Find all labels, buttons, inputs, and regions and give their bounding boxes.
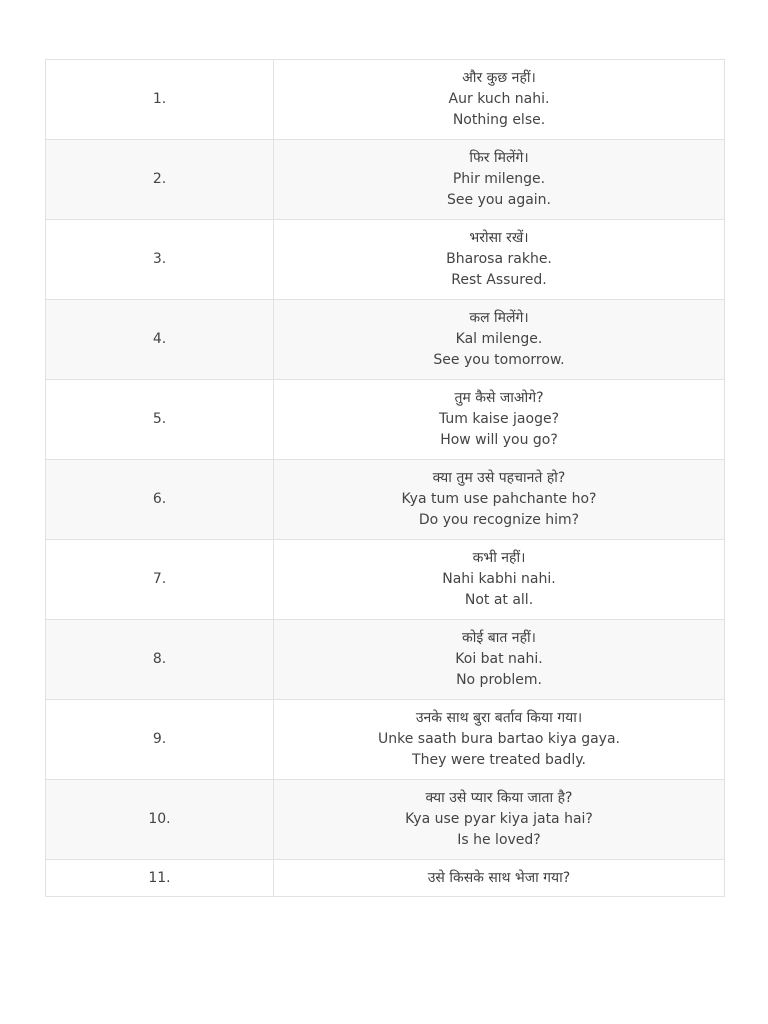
table-row bbox=[46, 700, 725, 780]
hindi-text: क्या उसे प्यार किया जाता है? bbox=[425, 790, 573, 806]
phrase-cell bbox=[274, 700, 725, 780]
hindi-text: कोई बात नहीं। bbox=[462, 630, 536, 646]
romanized-text: Kya tum use pahchante ho? bbox=[401, 491, 597, 507]
table-row bbox=[46, 220, 725, 300]
english-text: Rest Assured. bbox=[451, 272, 547, 288]
phrase-cell bbox=[274, 780, 725, 860]
table-row bbox=[46, 380, 725, 460]
row-number: 11. bbox=[46, 860, 274, 897]
table-row bbox=[46, 540, 725, 620]
romanized-text: Koi bat nahi. bbox=[455, 651, 543, 667]
english-text: Is he loved? bbox=[457, 832, 541, 848]
english-text: See you again. bbox=[447, 192, 551, 208]
row-number: 7. bbox=[46, 540, 274, 620]
english-text: How will you go? bbox=[440, 432, 558, 448]
english-text: See you tomorrow. bbox=[433, 352, 565, 368]
romanized-text: Kya use pyar kiya jata hai? bbox=[405, 811, 593, 827]
english-text: Do you recognize him? bbox=[418, 512, 580, 528]
hindi-text: फिर मिलेंगे। bbox=[469, 150, 529, 166]
romanized-text: Phir milenge. bbox=[452, 171, 546, 187]
row-number: 2. bbox=[46, 140, 274, 220]
hindi-text: कल मिलेंगे। bbox=[469, 310, 529, 326]
table-row bbox=[46, 780, 725, 860]
row-number: 5. bbox=[46, 380, 274, 460]
phrase-cell bbox=[274, 220, 725, 300]
phrase-cell bbox=[274, 540, 725, 620]
row-number: 6. bbox=[46, 460, 274, 540]
hindi-text: तुम कैसे जाओगे? bbox=[454, 390, 544, 406]
english-text: No problem. bbox=[456, 672, 542, 688]
phrase-cell bbox=[274, 620, 725, 700]
english-text: They were treated badly. bbox=[412, 752, 586, 768]
table-row bbox=[46, 140, 725, 220]
phrase-table-body bbox=[46, 60, 725, 897]
english-text: Nothing else. bbox=[452, 112, 546, 128]
row-number: 10. bbox=[46, 780, 274, 860]
row-number: 3. bbox=[46, 220, 274, 300]
romanized-text: Nahi kabhi nahi. bbox=[442, 571, 556, 587]
romanized-text: Bharosa rakhe. bbox=[446, 251, 552, 267]
row-number: 4. bbox=[46, 300, 274, 380]
hindi-text: और कुछ नहीं। bbox=[462, 70, 536, 86]
hindi-text: उसे किसके साथ भेजा गया? bbox=[427, 869, 571, 886]
romanized-text: Tum kaise jaoge? bbox=[438, 411, 560, 427]
table-row bbox=[46, 860, 725, 897]
row-number: 9. bbox=[46, 700, 274, 780]
table-row bbox=[46, 300, 725, 380]
hindi-text: उनके साथ बुरा बर्ताव किया गया। bbox=[415, 710, 583, 726]
phrase-cell bbox=[274, 140, 725, 220]
phrase-cell bbox=[274, 460, 725, 540]
phrase-cell bbox=[274, 860, 725, 897]
romanized-text: Unke saath bura bartao kiya gaya. bbox=[378, 731, 620, 747]
table-row bbox=[46, 60, 725, 140]
romanized-text: Aur kuch nahi. bbox=[448, 91, 550, 107]
hindi-text: कभी नहीं। bbox=[472, 550, 526, 566]
row-number: 1. bbox=[46, 60, 274, 140]
phrase-cell bbox=[274, 380, 725, 460]
romanized-text: Kal milenge. bbox=[455, 331, 543, 347]
row-number: 8. bbox=[46, 620, 274, 700]
english-text: Not at all. bbox=[464, 592, 534, 608]
table-row bbox=[46, 460, 725, 540]
hindi-text: भरोसा रखें। bbox=[469, 230, 529, 246]
phrase-cell bbox=[274, 300, 725, 380]
phrase-cell bbox=[274, 60, 725, 140]
phrase-table bbox=[45, 59, 725, 897]
table-row bbox=[46, 620, 725, 700]
hindi-text: क्या तुम उसे पहचानते हो? bbox=[432, 470, 566, 486]
